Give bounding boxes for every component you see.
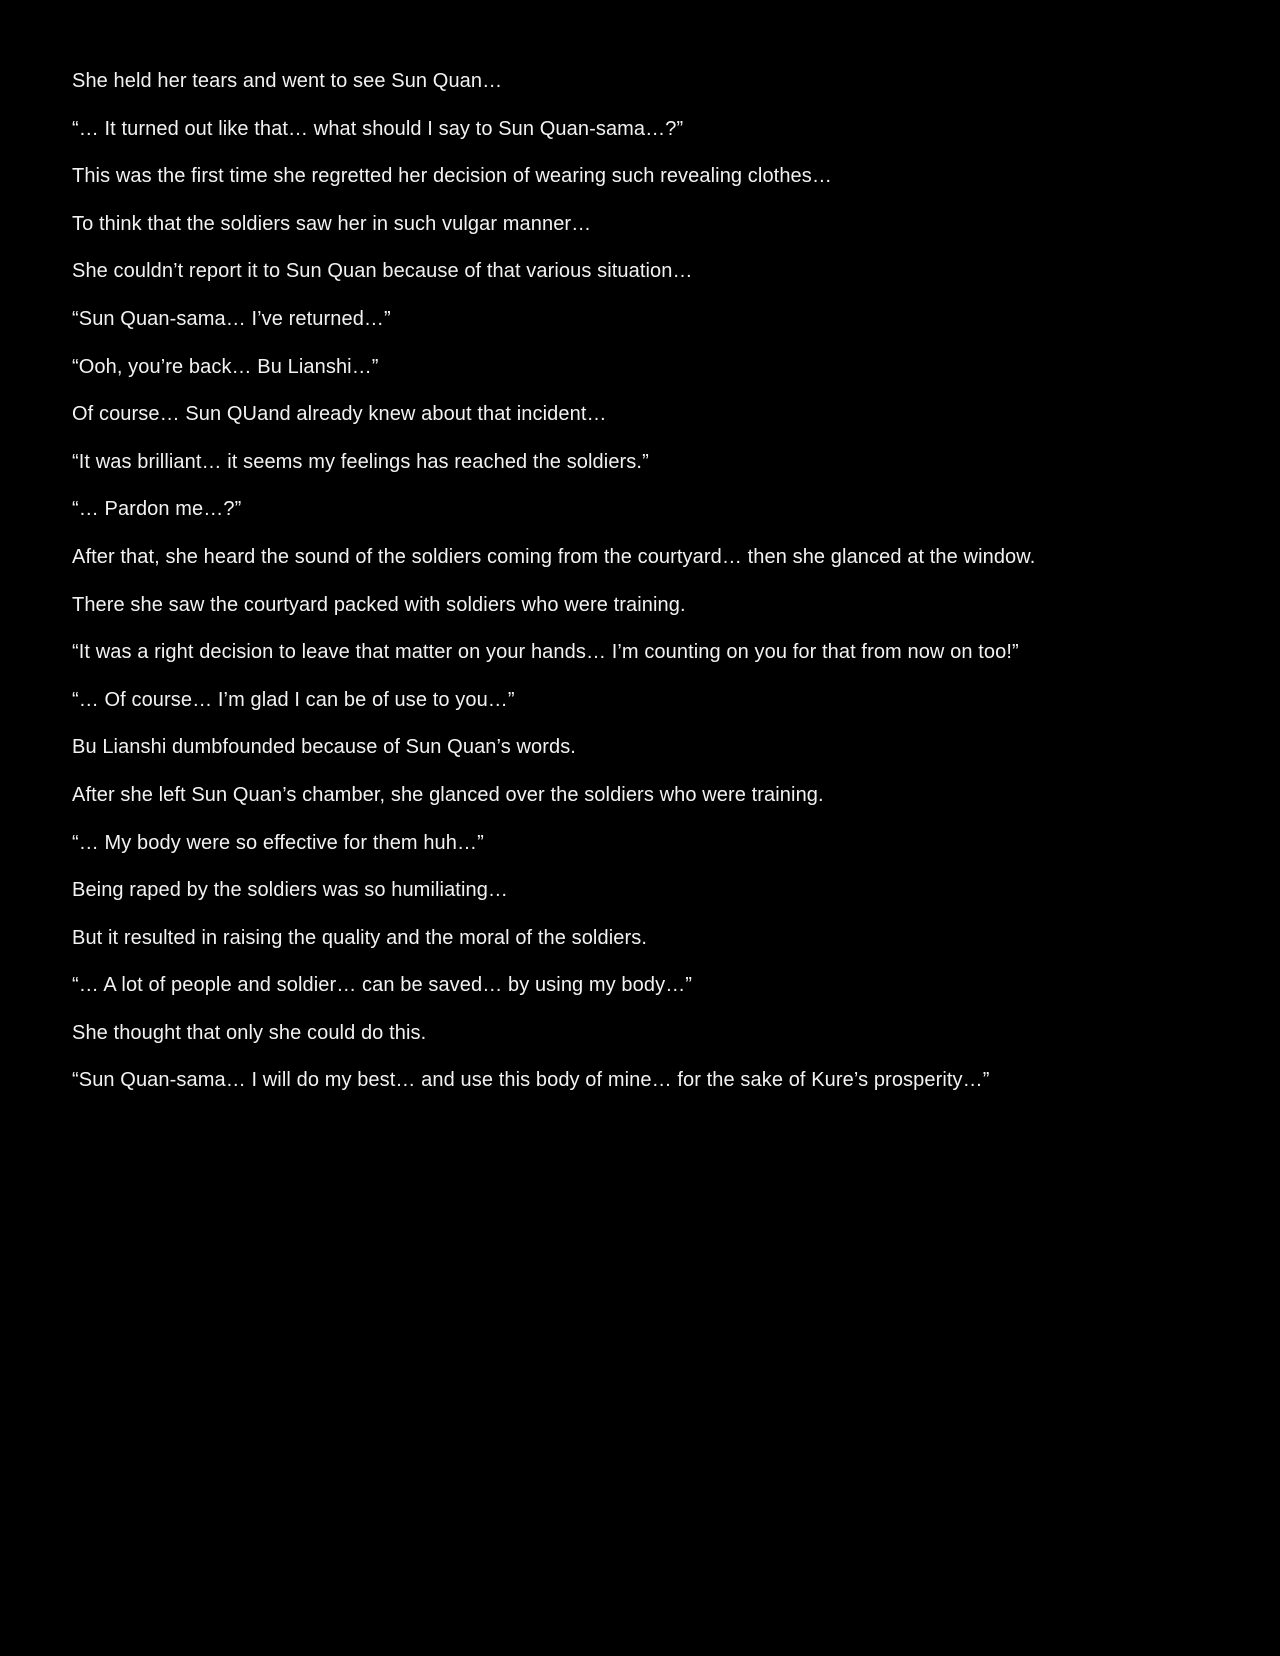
paragraph-line: “Sun Quan-sama… I will do my best… and use this body of mine… for the sake of Kure’s prosperity…”: [72, 1069, 990, 1092]
paragraph-line: “… Pardon me…?”: [72, 498, 242, 521]
paragraph-line: But it resulted in raising the quality and the moral of the soldiers.: [72, 926, 647, 949]
story-text-block: [72, 58, 1240, 1105]
paragraph-line: She held her tears and went to see Sun Quan…: [72, 70, 503, 92]
paragraph-line: “… My body were so effective for them huh…”: [72, 831, 484, 854]
paragraph-line: To think that the soldiers saw her in such vulgar manner…: [72, 212, 592, 235]
paragraph-line: “… It turned out like that… what should I say to Sun Quan-sama…?”: [72, 117, 684, 140]
paragraph-line: There she saw the courtyard packed with soldiers who were training.: [72, 593, 686, 616]
paragraph-line: “Ooh, you’re back… Bu Lianshi…”: [72, 355, 379, 378]
paragraph-line: Of course… Sun QUand already knew about that incident…: [72, 403, 607, 426]
paragraph-line: She couldn’t report it to Sun Quan because of that various situation…: [72, 260, 693, 283]
paragraph-line: “It was brilliant… it seems my feelings has reached the soldiers.”: [72, 450, 649, 473]
paragraph-line: After she left Sun Quan’s chamber, she glanced over the soldiers who were training.: [72, 783, 824, 806]
paragraph-line: “Sun Quan-sama… I’ve returned…”: [72, 307, 391, 330]
paragraph-line: “… A lot of people and soldier… can be saved… by using my body…”: [72, 974, 693, 997]
paragraph-line: Bu Lianshi dumbfounded because of Sun Quan’s words.: [72, 736, 576, 759]
paragraph-line: Being raped by the soldiers was so humiliating…: [72, 879, 509, 902]
paragraph-line: She thought that only she could do this.: [72, 1021, 427, 1044]
paragraph-line: After that, she heard the sound of the soldiers coming from the courtyard… then she glanced at the window.: [72, 545, 1036, 568]
paragraph-line: “It was a right decision to leave that matter on your hands… I’m counting on you for that from now on too!”: [72, 641, 1019, 664]
paragraph-line: “… Of course… I’m glad I can be of use to you…”: [72, 688, 515, 711]
paragraph-line: This was the first time she regretted her decision of wearing such revealing clothes…: [72, 165, 832, 188]
